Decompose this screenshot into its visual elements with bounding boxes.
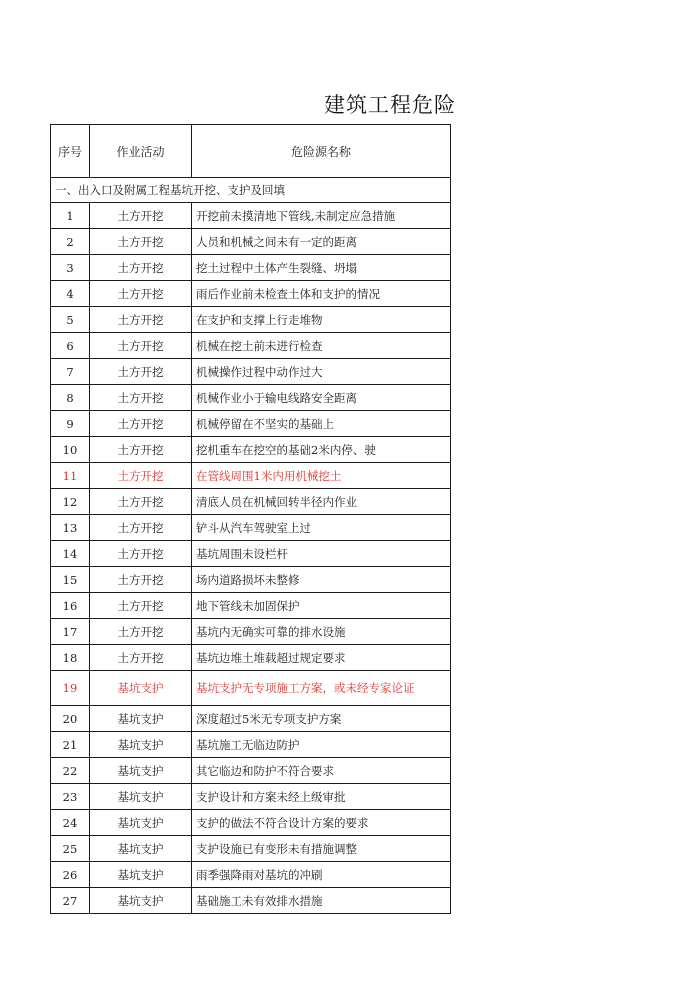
row-activity: 土方开挖 [90, 333, 192, 359]
row-hazard-name: 基坑施工无临边防护 [192, 732, 451, 758]
row-activity: 土方开挖 [90, 515, 192, 541]
row-activity: 土方开挖 [90, 411, 192, 437]
row-activity: 土方开挖 [90, 463, 192, 489]
table-body [51, 178, 451, 914]
table-row [51, 619, 451, 645]
row-hazard-name: 机械停留在不坚实的基础上 [192, 411, 451, 437]
row-hazard-name: 基坑边堆土堆载超过规定要求 [192, 645, 451, 671]
row-activity: 基坑支护 [90, 706, 192, 732]
row-hazard-name: 支护设计和方案未经上级审批 [192, 784, 451, 810]
table-row [51, 489, 451, 515]
table-row [51, 567, 451, 593]
table-row [51, 541, 451, 567]
row-hazard-name: 基础施工未有效排水措施 [192, 888, 451, 914]
table-row [51, 411, 451, 437]
row-activity: 基坑支护 [90, 758, 192, 784]
row-hazard-name: 挖土过程中土体产生裂缝、坍塌 [192, 255, 451, 281]
table-row [51, 671, 451, 706]
row-number: 25 [51, 836, 90, 862]
row-number: 4 [51, 281, 90, 307]
row-hazard-name: 机械作业小于输电线路安全距离 [192, 385, 451, 411]
table-row [51, 862, 451, 888]
row-hazard-name: 在管线周围1米内用机械挖土 [192, 463, 451, 489]
row-hazard-name: 深度超过5米无专项支护方案 [192, 706, 451, 732]
row-hazard-name: 清底人员在机械回转半径内作业 [192, 489, 451, 515]
row-number: 27 [51, 888, 90, 914]
row-number: 3 [51, 255, 90, 281]
row-activity: 土方开挖 [90, 593, 192, 619]
row-hazard-name: 基坑周围未设栏杆 [192, 541, 451, 567]
table-row [51, 706, 451, 732]
table-row [51, 732, 451, 758]
row-number: 6 [51, 333, 90, 359]
row-hazard-name: 机械操作过程中动作过大 [192, 359, 451, 385]
row-number: 13 [51, 515, 90, 541]
row-number: 8 [51, 385, 90, 411]
row-number: 7 [51, 359, 90, 385]
table-row [51, 888, 451, 914]
table-row [51, 437, 451, 463]
row-hazard-name: 铲斗从汽车驾驶室上过 [192, 515, 451, 541]
row-number: 21 [51, 732, 90, 758]
row-hazard-name: 开挖前未摸清地下管线,未制定应急措施 [192, 203, 451, 229]
row-number: 24 [51, 810, 90, 836]
row-activity: 土方开挖 [90, 567, 192, 593]
table-row [51, 758, 451, 784]
row-activity: 基坑支护 [90, 836, 192, 862]
row-hazard-name: 在支护和支撑上行走堆物 [192, 307, 451, 333]
row-activity: 基坑支护 [90, 888, 192, 914]
table-row [51, 281, 451, 307]
table-row [51, 307, 451, 333]
row-number: 15 [51, 567, 90, 593]
row-activity: 土方开挖 [90, 645, 192, 671]
row-activity: 基坑支护 [90, 732, 192, 758]
row-activity: 土方开挖 [90, 281, 192, 307]
row-hazard-name: 基坑支护无专项施工方案，或未经专家论证 [192, 671, 451, 706]
row-activity: 土方开挖 [90, 255, 192, 281]
row-number: 10 [51, 437, 90, 463]
column-header-hazard-name: 危险源名称 [192, 125, 451, 178]
section-title: 一、出入口及附属工程基坑开挖、支护及回填 [51, 178, 451, 203]
row-activity: 土方开挖 [90, 541, 192, 567]
row-number: 23 [51, 784, 90, 810]
section-row [51, 178, 451, 203]
row-hazard-name: 场内道路损坏未整修 [192, 567, 451, 593]
row-number: 14 [51, 541, 90, 567]
table-row [51, 333, 451, 359]
table-row [51, 203, 451, 229]
table-row [51, 836, 451, 862]
row-activity: 土方开挖 [90, 619, 192, 645]
row-activity: 土方开挖 [90, 229, 192, 255]
row-activity: 土方开挖 [90, 437, 192, 463]
row-hazard-name: 挖机重车在挖空的基础2米内停、驶 [192, 437, 451, 463]
row-activity: 基坑支护 [90, 810, 192, 836]
table-row [51, 810, 451, 836]
row-hazard-name: 雨季强降雨对基坑的冲刷 [192, 862, 451, 888]
row-activity: 土方开挖 [90, 307, 192, 333]
row-number: 26 [51, 862, 90, 888]
row-hazard-name: 人员和机械之间未有一定的距离 [192, 229, 451, 255]
row-number: 11 [51, 463, 90, 489]
table-row [51, 229, 451, 255]
table-row [51, 385, 451, 411]
document-title: 建筑工程危险 [324, 93, 456, 117]
row-activity: 土方开挖 [90, 385, 192, 411]
row-activity: 基坑支护 [90, 784, 192, 810]
row-hazard-name: 其它临边和防护不符合要求 [192, 758, 451, 784]
row-activity: 基坑支护 [90, 671, 192, 706]
row-activity: 土方开挖 [90, 203, 192, 229]
row-activity: 土方开挖 [90, 489, 192, 515]
row-activity: 土方开挖 [90, 359, 192, 385]
table-row [51, 515, 451, 541]
row-number: 12 [51, 489, 90, 515]
table-row [51, 463, 451, 489]
row-number: 9 [51, 411, 90, 437]
row-number: 2 [51, 229, 90, 255]
row-number: 20 [51, 706, 90, 732]
row-hazard-name: 地下管线未加固保护 [192, 593, 451, 619]
column-header-activity: 作业活动 [90, 125, 192, 178]
table-row [51, 359, 451, 385]
row-number: 17 [51, 619, 90, 645]
table-row [51, 645, 451, 671]
table-row [51, 784, 451, 810]
row-hazard-name: 支护的做法不符合设计方案的要求 [192, 810, 451, 836]
row-number: 5 [51, 307, 90, 333]
row-hazard-name: 雨后作业前未检查土体和支护的情况 [192, 281, 451, 307]
row-hazard-name: 机械在挖土前未进行检查 [192, 333, 451, 359]
row-hazard-name: 支护设施已有变形未有措施调整 [192, 836, 451, 862]
hazard-table [50, 124, 451, 914]
table-row [51, 255, 451, 281]
row-activity: 基坑支护 [90, 862, 192, 888]
row-number: 19 [51, 671, 90, 706]
table-row [51, 593, 451, 619]
row-hazard-name: 基坑内无确实可靠的排水设施 [192, 619, 451, 645]
column-header-no: 序号 [51, 125, 90, 178]
row-number: 16 [51, 593, 90, 619]
row-number: 1 [51, 203, 90, 229]
row-number: 18 [51, 645, 90, 671]
table-header-row [51, 125, 451, 178]
row-number: 22 [51, 758, 90, 784]
